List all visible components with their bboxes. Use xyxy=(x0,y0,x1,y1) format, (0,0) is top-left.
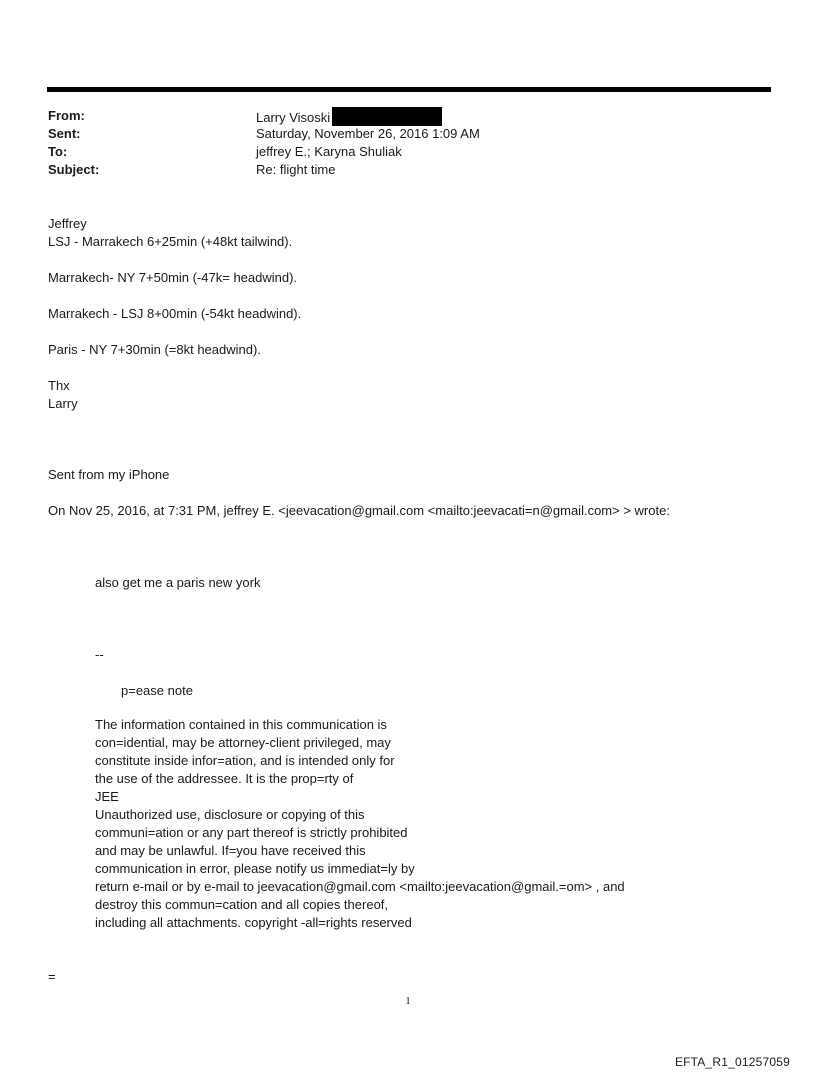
quote-intro: On Nov 25, 2016, at 7:31 PM, jeffrey E. <jeevacation@gmail.com <mailto:jeevacati=n@gmail.com> > wrote: xyxy=(48,503,670,518)
from-name: Larry Visoski xyxy=(256,110,331,125)
flight-line-1: LSJ - Marrakech 6+25min (+48kt tailwind). xyxy=(48,234,293,249)
trailing-equals: = xyxy=(48,969,56,984)
quoted-message: also get me a paris new york xyxy=(95,575,261,590)
from-label: From: xyxy=(48,108,85,123)
to-value: jeffrey E.; Karyna Shuliak xyxy=(256,144,402,159)
sent-value: Saturday, November 26, 2016 1:09 AM xyxy=(256,126,480,141)
subject-label: Subject: xyxy=(48,162,100,177)
disclaimer-line: Unauthorized use, disclosure or copying of this xyxy=(95,807,365,822)
flight-line-3: Marrakech - LSJ 8+00min (-54kt headwind). xyxy=(48,306,302,321)
disclaimer-line: con=idential, may be attorney-client privileged, may xyxy=(95,735,391,750)
flight-line-4: Paris - NY 7+30min (=8kt headwind). xyxy=(48,342,261,357)
disclaimer-line: the use of the addressee. It is the prop=rty of xyxy=(95,771,354,786)
disclaimer-line: The information contained in this communication is xyxy=(95,717,387,732)
header-rule xyxy=(47,87,771,92)
signature-separator: -- xyxy=(95,647,104,662)
flight-line-2: Marrakech- NY 7+50min (-47k= headwind). xyxy=(48,270,298,285)
disclaimer-line: JEE xyxy=(95,789,119,804)
redaction-box xyxy=(332,107,442,126)
page-number: 1 xyxy=(405,995,411,1007)
disclaimer-line: communication in error, please notify us immediat=ly by xyxy=(95,861,415,876)
from-value xyxy=(256,107,442,127)
disclaimer-line: destroy this commun=cation and all copies thereof, xyxy=(95,897,389,912)
thanks: Thx xyxy=(48,378,70,393)
disclaimer-line: communi=ation or any part thereof is strictly prohibited xyxy=(95,825,408,840)
disclaimer-line: constitute inside infor=ation, and is intended only for xyxy=(95,753,395,768)
sent-label: Sent: xyxy=(48,126,81,141)
greeting: Jeffrey xyxy=(48,216,87,231)
disclaimer-line: including all attachments. copyright -all=rights reserved xyxy=(95,915,412,930)
bates-stamp: EFTA_R1_01257059 xyxy=(674,1055,790,1069)
disclaimer-line: return e-mail or by e-mail to jeevacation@gmail.com <mailto:jeevacation@gmail.=om> , and xyxy=(95,879,625,894)
sent-from: Sent from my iPhone xyxy=(48,467,170,482)
disclaimer-line: and may be unlawful. If=you have received this xyxy=(95,843,366,858)
signature: Larry xyxy=(48,396,78,411)
please-note: p=ease note xyxy=(121,683,193,698)
subject-value: Re: flight time xyxy=(256,162,336,177)
to-label: To: xyxy=(48,144,68,159)
